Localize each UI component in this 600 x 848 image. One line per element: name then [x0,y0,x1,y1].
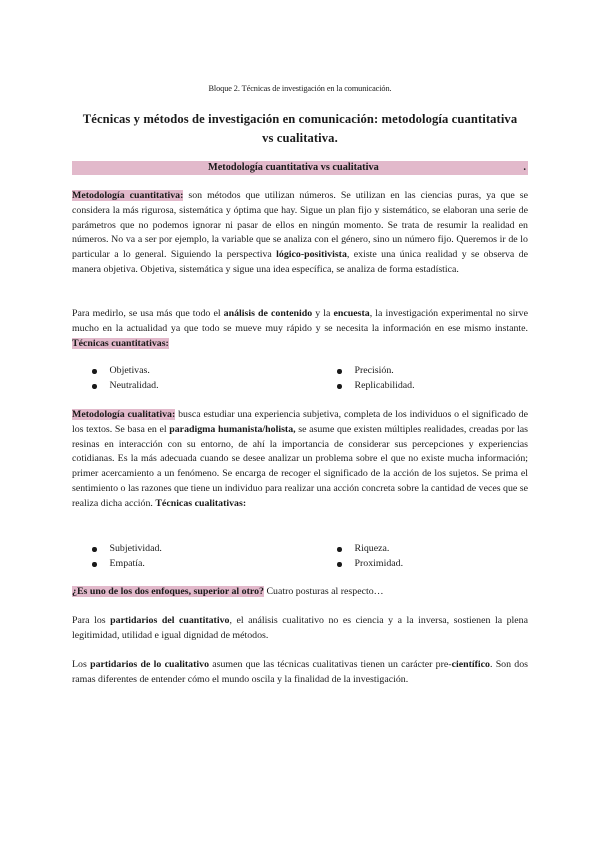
text: Los [72,659,91,670]
term-analisis-contenido: análisis de contenido [223,308,313,319]
list-item: Empatía. [92,557,145,572]
list-item: Subjetividad. [92,542,162,557]
term-partidarios-cualitativo: partidarios de lo cualitativo [90,659,210,670]
document-title: Técnicas y métodos de investigación en comunicación: metodología cuantitativa vs cualitativa. [82,112,518,145]
term-partidarios-cuantitativo: partidarios del cuantitativo [110,615,230,626]
text: asumen que las técnicas cualitativas tienen un carácter pre- [209,659,452,670]
paragraph-partidarios-cualitativo [72,658,528,688]
text: y la [312,308,334,319]
bullet-icon [337,384,342,389]
list-item: Riqueza. [337,542,389,557]
label-tecnicas-cualitativas: Técnicas cualitativas: [155,497,247,509]
section-heading: Metodología cuantitativa vs cualitativa [208,162,379,173]
text: , existe una única realidad y se observa de manera objetiva. Objetiva, sistemática y sigue una idea específica, se analiza de forma estadística. [72,249,529,275]
term-cientifico: científico [451,659,490,670]
bullet-icon [337,562,342,567]
bullet-icon [92,369,97,374]
paragraph-cualitativa [72,408,528,511]
bullet-icon [92,547,97,552]
text: se asume que existen múltiples realidades, creadas por las resinas en interacción con su entorno, de ahí la importancia de considerar sus percepciones y experiencias cotidianas. Es la más adecuada cuando se desee analizar un problema sobre el que no existe mucha información; primer acercamiento a un fenómeno. Se encarga de recoger el significado de la acción de los sujetos. Se prima el sentimiento o las razones que tiene un individuo para realizar una acción concreta sobre la cantidad de veces que se realiza dicha acción. [72,423,528,509]
term-encuesta: encuesta [333,308,370,319]
paragraph-pregunta [72,585,528,600]
text: Cuatro posturas al respecto… [263,586,384,597]
text: , la investigación experimental no sirve mucho en la actualidad ya que todo se mueve muy rápido y se necesita la información en ese mismo instante. [72,308,528,334]
label-cuantitativa: Metodología cuantitativa: [72,190,184,201]
label-cualitativa: Metodología cualitativa: [72,409,176,420]
bullet-icon [337,369,342,374]
paragraph-cuantitativa [72,189,528,278]
text: Para los [72,615,111,626]
page-header: Bloque 2. Técnicas de investigación en la comunicación. [208,84,392,93]
text: Para medirlo, se usa más que todo el [72,308,224,319]
section-heading-dot: . [523,162,526,173]
list-item: Objetivas. [92,364,150,379]
term-logico-positivista: lógico-positivista [276,249,347,260]
text: , el análisis cualitativo no es ciencia y a la inversa, sostienen la plena legitimidad, utilidad e igual dignidad de métodos. [72,615,528,641]
bullet-icon [92,384,97,389]
text: busca estudiar una experiencia subjetiva, completa de los individuos o el significado de los textos. Se basa en el [72,409,529,435]
list-item: Replicabilidad. [337,379,415,394]
text: . Son dos ramas diferentes de entender cómo el mundo oscila y la finalidad de la investigación. [72,659,529,685]
list-item: Precisión. [337,364,394,379]
list-item: Proximidad. [337,557,403,572]
paragraph-partidarios-cuantitativo [72,614,528,644]
bullet-icon [337,547,342,552]
section-heading-bar [72,161,528,175]
paragraph-medirlo [72,307,528,351]
term-paradigma-humanista: paradigma humanista/holista, [169,423,296,435]
text: son métodos que utilizan números. Se utilizan en las ciencias puras, ya que se considera la más rigurosa, sistemática y óptima que hay. Sigue un plan fijo y sistemático, se elaboran una serie de parámetros que no podemos ignorar ni pasar de ellos en ningún momento. Se trata de resumir la realidad en números. No va a ser por ejemplo, la variable que se analiza con el género, sino un número fijo. Queremos ir de lo particular a lo general. Siguiendo la perspectiva [72,190,528,260]
list-item: Neutralidad. [92,379,159,394]
bullet-icon [92,562,97,567]
question-label: ¿Es uno de los dos enfoques, superior al otro? [72,586,264,597]
label-tecnicas-cuantitativas: Técnicas cuantitativas: [72,337,169,349]
